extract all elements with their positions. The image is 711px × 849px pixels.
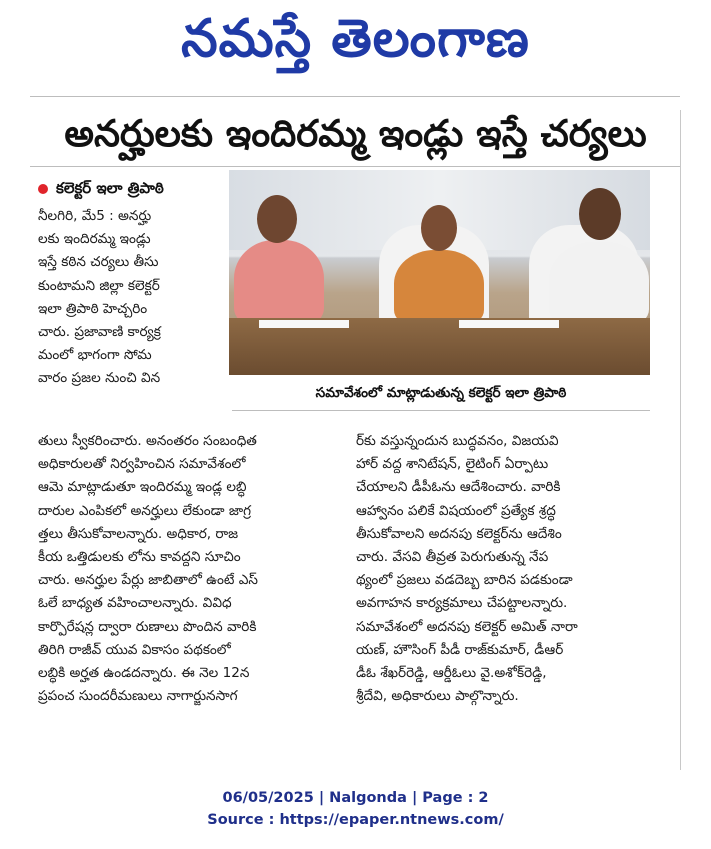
text-line: తీసుకోవాలని అదనపు కలెక్టర్‌ను ఆదేశిం bbox=[356, 525, 562, 542]
footer-date-edition: 06/05/2025 | Nalgonda | Page : 2 bbox=[222, 790, 489, 806]
photo-person-right bbox=[549, 242, 649, 326]
byline-text: కలెక్టర్ ఇలా త్రిపాఠి bbox=[56, 179, 164, 197]
caption-divider bbox=[232, 410, 650, 411]
text-line: ఆహ్వానం పలికే విషయంలో ప్రత్యేక శ్రద్ధ bbox=[356, 502, 556, 519]
text-line: అవగాహన కార్యక్రమాలు చేపట్టాలన్నారు. bbox=[356, 595, 568, 612]
photo-papers bbox=[259, 320, 349, 328]
text-line: యణ్, హౌసింగ్ పీడీ రాజ్‌కుమార్, డీఆర్ bbox=[356, 641, 564, 658]
photo-head bbox=[257, 195, 297, 243]
text-line: కీయ ఒత్తిడులకు లోను కావద్దని సూచిం bbox=[38, 548, 241, 565]
text-line: కార్పొరేషన్ల ద్వారా రుణాలు పొందిన వారికి bbox=[38, 618, 257, 635]
text-line: త్తలు తీసుకోవాలన్నారు. అధికార, రాజ bbox=[38, 525, 239, 542]
text-line: ఇస్తే కఠిన చర్యలు తీసు bbox=[38, 254, 159, 271]
text-line: నీలగిరి, మే5 : అనర్హు bbox=[38, 208, 152, 224]
text-line: చేయాలని డీపీఓను ఆదేశించారు. వారికి bbox=[356, 479, 561, 496]
text-line: సమావేశంలో అదనపు కలెక్టర్ అమిత్ నారా bbox=[356, 618, 578, 635]
photo-person-center bbox=[394, 250, 484, 325]
text-line: ఆమె మాట్లాడుతూ ఇందిరమ్మ ఇండ్ల లబ్ధి bbox=[38, 479, 247, 496]
masthead-logo: నమస్తే తెలంగాణ bbox=[181, 9, 530, 69]
photo-papers bbox=[459, 320, 559, 328]
text-line: దారుల ఎంపికలో అనర్హులు లేకుండా జాగ్ర bbox=[38, 502, 251, 519]
footer-source-link[interactable]: Source : https://epaper.ntnews.com/ bbox=[207, 812, 504, 828]
text-line: లబ్ధికి అర్హత ఉండదన్నారు. ఈ నెల 12న bbox=[38, 664, 250, 681]
column-divider bbox=[680, 110, 681, 770]
text-line: వారం ప్రజల నుంచి విన bbox=[38, 370, 161, 387]
text-line: మంలో భాగంగా సోమ bbox=[38, 347, 152, 364]
text-line: చారు. అనర్హుల పేర్లు జాబితాలో ఉంటే ఎస్ bbox=[38, 572, 258, 589]
photo-person-left bbox=[234, 240, 324, 325]
text-line: లకు ఇందిరమ్మ ఇండ్లు bbox=[38, 231, 151, 248]
photo-caption: సమావేశంలో మాట్లాడుతున్న కలెక్టర్ ఇలా త్రిపాఠి bbox=[315, 385, 567, 401]
text-line: ప్రపంచ సుందరీమణులు నాగార్జునసాగ bbox=[38, 688, 238, 705]
photo-head bbox=[579, 188, 621, 240]
text-line: ఓలే బాధ్యత వహించాలన్నారు. వివిధ bbox=[38, 595, 232, 612]
text-line: హార్ వద్ద శానిటేషన్, లైటింగ్ ఏర్పాటు bbox=[356, 456, 549, 473]
text-line: అధికారులతో నిర్వహించిన సమావేశంలో bbox=[38, 456, 246, 473]
text-line: ర్‌కు వస్తున్నందున బుద్ధవనం, విజయవి bbox=[356, 433, 559, 449]
article-byline bbox=[38, 176, 228, 200]
text-line: చారు. ప్రజావాణి కార్యక్ర bbox=[38, 323, 161, 340]
article-column-1-top bbox=[38, 205, 228, 391]
text-line: డీఓ శేఖర్‌రెడ్డి, ఆర్డీఓలు వై.అశోక్‌రెడ్డి, bbox=[356, 664, 547, 681]
article-column-2 bbox=[356, 430, 652, 708]
article-column-1-bottom bbox=[38, 430, 348, 708]
photo-head bbox=[421, 205, 457, 251]
text-line: ఇలా త్రిపాఠి హెచ్చరిం bbox=[38, 300, 148, 317]
article-photo bbox=[229, 170, 650, 375]
text-line: థ్యంలో ప్రజలు వడదెబ్బ బారిన పడకుండా bbox=[356, 572, 573, 589]
article-headline: అనర్హులకు ఇందిరమ్మ ఇండ్లు ఇస్తే చర్యలు bbox=[64, 112, 647, 155]
text-line: తులు స్వీకరించారు. అనంతరం సంబంధిత bbox=[38, 433, 257, 449]
text-line: తిరిగి రాజీవ్ యువ వికాసం పథకంలో bbox=[38, 641, 231, 658]
header-divider bbox=[30, 96, 680, 97]
headline-divider bbox=[30, 166, 680, 167]
text-line: చారు. వేసవి తీవ్రత పెరుగుతున్న నేప bbox=[356, 548, 549, 565]
text-line: శ్రీదేవి, అధికారులు పాల్గొన్నారు. bbox=[356, 688, 519, 705]
text-line: కుంటామని జిల్లా కలెక్టర్ bbox=[38, 277, 160, 294]
bullet-icon bbox=[38, 184, 48, 194]
